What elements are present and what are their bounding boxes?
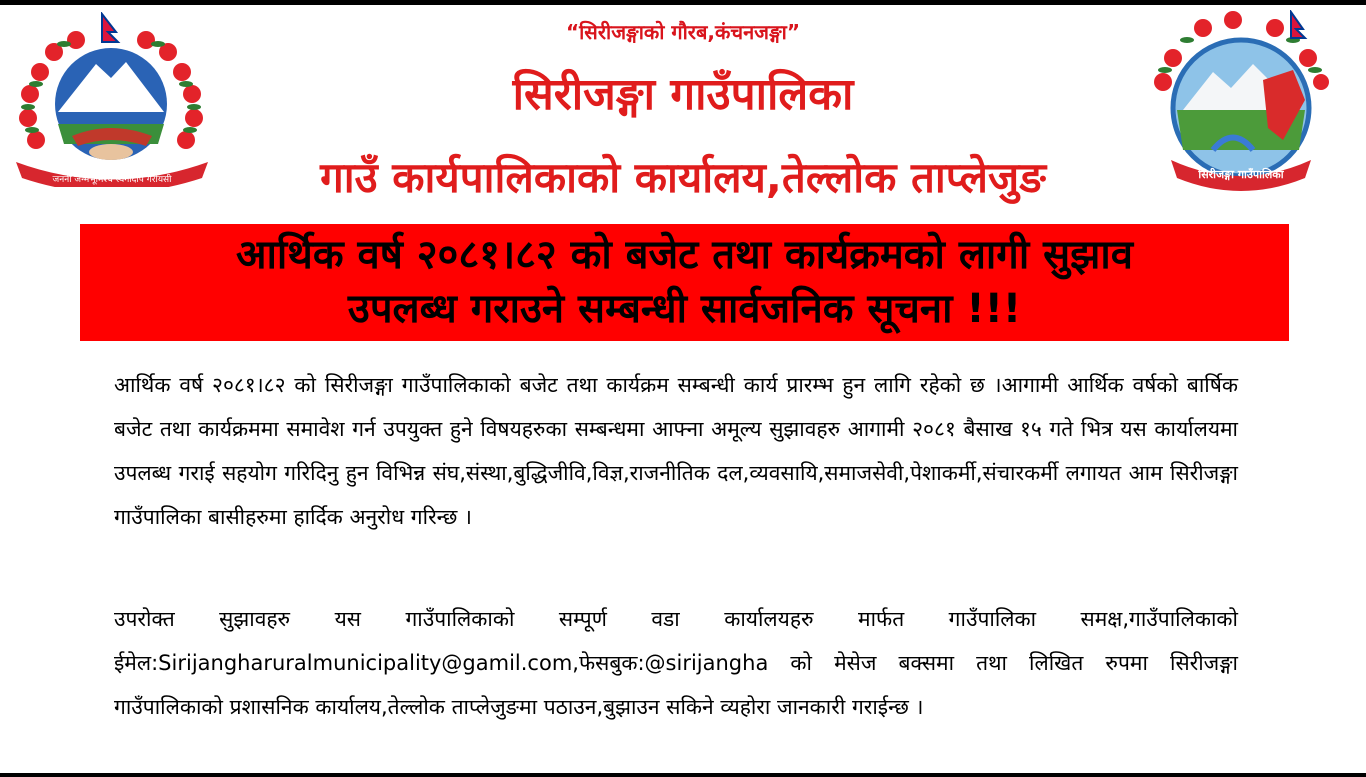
office-title: गाउँ कार्यपालिकाको कार्यालय,तेल्लोक ताप्लेजुङ xyxy=(320,153,1046,202)
banner-line-2: उपलब्ध गराउने सम्बन्धी सार्वजनिक सूचना !!! xyxy=(347,286,1022,332)
slogan: “सिरीजङ्गाको गौरब,कंचनजङ्गा” xyxy=(565,20,800,44)
logo-ribbon-text: सिरीजङ्गा गाउँपालिका xyxy=(1198,168,1284,181)
emblem-motto: जननी जन्मभूमिश्च स्वर्गादपि गरीयसी xyxy=(52,175,172,185)
banner-line-1: आर्थिक वर्ष २०८१।८२ को बजेट तथा कार्यक्रमको लागी सुझाव xyxy=(236,232,1133,278)
notice-paragraph-1: आर्थिक वर्ष २०८१।८२ को सिरीजङ्गा गाउँपालिकाको बजेट तथा कार्यक्रम सम्बन्धी कार्य प्रारम्भ हुन लागि रहेको छ ।आगामी आर्थिक वर्षको बार्षिक बजेट तथा कार्यक्रममा समावेश गर्न उपयुक्त हुने विषयहरुका सम्बन्धमा आफ्ना अमूल्य सुझावहरु आगामी २०८१ बैसाख १५ गते भित्र यस कार्यालयमा उपलब्ध गराई सहयोग गरिदिनु हुन विभिन्न संघ,संस्था,बुद्धिजीवि,विज्ञ,राजनीतिक दल,व्यवसायि,समाजसेवी,पेशाकर्मी,संचारकर्मी लगायत आम सिरीजङ्गा गाउँपालिका बासीहरुमा हार्दिक अनुरोध गरिन्छ । xyxy=(114,373,1238,529)
municipality-title: सिरीजङ्गा गाउँपालिका xyxy=(512,69,854,120)
notice-paragraph-2: उपरोक्त सुझावहरु यस गाउँपालिकाको सम्पूर्ण वडा कार्यालयहरु मार्फत गाउँपालिका समक्ष,गाउँपालिकाको ईमेल:Sirijangharuralmunicipality@gamil.com,फेसबुक:@sirijangha को मेसेज बक्समा तथा लिखित रुपमा सिरीजङ्गा गाउँपालिकाको प्रशासनिक कार्यालय,तेल्लोक ताप्लेजुङमा पठाउन,बुझाउन सकिने व्यहोरा जानकारी गराईन्छ । xyxy=(114,607,1238,719)
notice-banner xyxy=(80,224,1289,341)
